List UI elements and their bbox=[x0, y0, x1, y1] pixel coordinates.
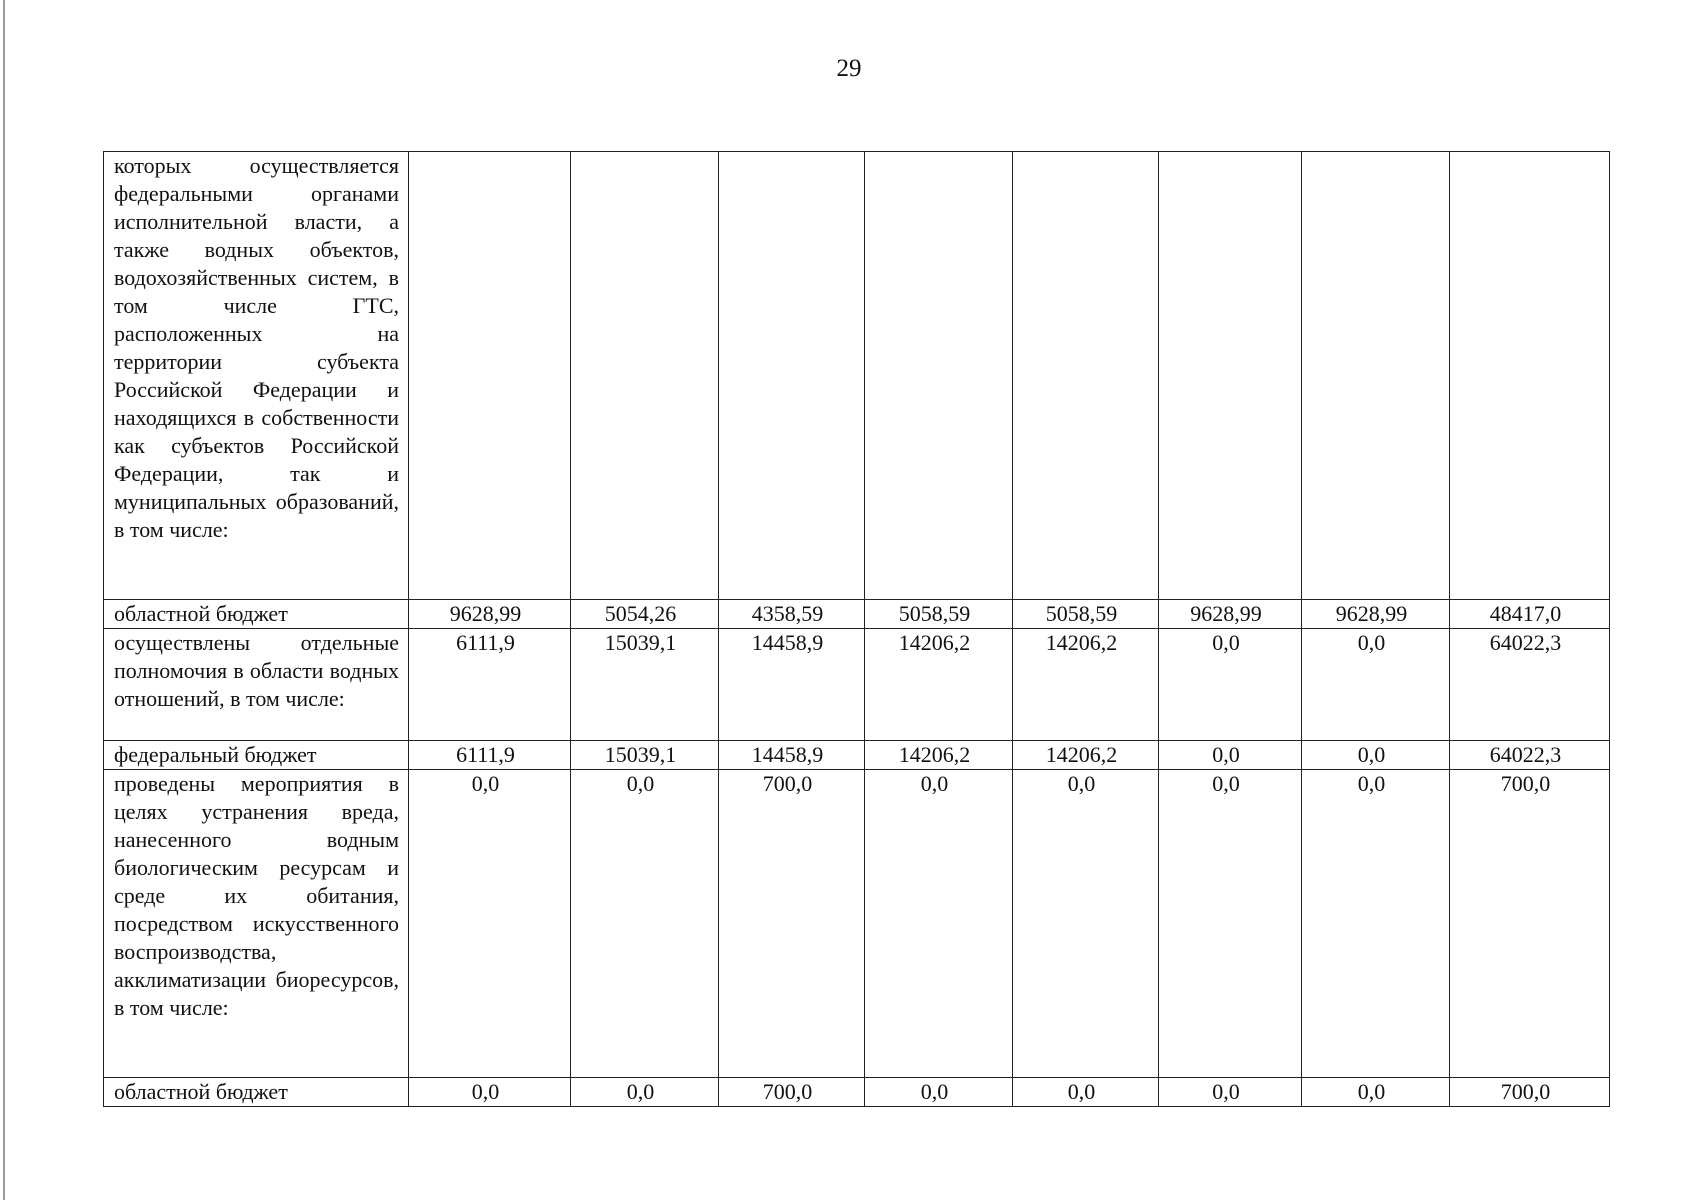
value-cell: 9628,99 bbox=[1159, 600, 1302, 629]
table-row bbox=[104, 600, 1610, 629]
value-cell: 5058,59 bbox=[865, 600, 1013, 629]
value-cell: 9628,99 bbox=[409, 600, 571, 629]
value-cell: 0,0 bbox=[865, 1078, 1013, 1107]
table-row bbox=[104, 1078, 1610, 1107]
value-cell: 0,0 bbox=[1302, 770, 1450, 1078]
value-cell: 0,0 bbox=[1159, 741, 1302, 770]
table-row bbox=[104, 152, 1610, 600]
value-cell bbox=[571, 152, 719, 600]
value-cell: 5054,26 bbox=[571, 600, 719, 629]
value-cell bbox=[719, 152, 865, 600]
row-description: осуществлены отдельные полномочия в области водных отношений, в том числе: bbox=[104, 629, 409, 741]
value-cell: 700,0 bbox=[719, 1078, 865, 1107]
value-cell: 14206,2 bbox=[865, 741, 1013, 770]
value-cell bbox=[1013, 152, 1159, 600]
value-cell: 0,0 bbox=[409, 770, 571, 1078]
value-cell: 0,0 bbox=[1302, 629, 1450, 741]
value-cell: 14206,2 bbox=[1013, 741, 1159, 770]
value-cell: 0,0 bbox=[1302, 741, 1450, 770]
value-cell: 0,0 bbox=[1159, 770, 1302, 1078]
value-cell bbox=[1159, 152, 1302, 600]
value-cell: 6111,9 bbox=[409, 741, 571, 770]
page-number: 29 bbox=[836, 55, 862, 82]
value-cell: 15039,1 bbox=[571, 741, 719, 770]
value-cell: 700,0 bbox=[1450, 1078, 1610, 1107]
value-cell: 5058,59 bbox=[1013, 600, 1159, 629]
value-cell: 0,0 bbox=[571, 1078, 719, 1107]
value-cell bbox=[1450, 152, 1610, 600]
value-cell: 6111,9 bbox=[409, 629, 571, 741]
value-cell: 14206,2 bbox=[1013, 629, 1159, 741]
value-cell: 14458,9 bbox=[719, 629, 865, 741]
value-cell: 0,0 bbox=[1013, 1078, 1159, 1107]
value-cell: 14206,2 bbox=[865, 629, 1013, 741]
value-cell bbox=[1302, 152, 1450, 600]
value-cell: 9628,99 bbox=[1302, 600, 1450, 629]
value-cell: 0,0 bbox=[865, 770, 1013, 1078]
page-edge bbox=[3, 0, 5, 1200]
value-cell: 15039,1 bbox=[571, 629, 719, 741]
row-description: областной бюджет bbox=[104, 1078, 409, 1107]
value-cell: 0,0 bbox=[1159, 629, 1302, 741]
value-cell: 700,0 bbox=[1450, 770, 1610, 1078]
row-description: которых осуществляется федеральными органами исполнительной власти, а также водных объектов, водохозяйственных систем, в том числе ГТС, расположенных на территории субъекта Российской Федерации и находящихся в собственности как субъектов Российской Федерации, так и муниципальных образований, в том числе: bbox=[104, 152, 409, 600]
row-description: областной бюджет bbox=[104, 600, 409, 629]
value-cell: 64022,3 bbox=[1450, 629, 1610, 741]
value-cell: 0,0 bbox=[1302, 1078, 1450, 1107]
value-cell: 0,0 bbox=[1159, 1078, 1302, 1107]
value-cell: 64022,3 bbox=[1450, 741, 1610, 770]
value-cell: 14458,9 bbox=[719, 741, 865, 770]
value-cell: 0,0 bbox=[1013, 770, 1159, 1078]
row-description: проведены мероприятия в целях устранения вреда, нанесенного водным биологическим ресурсам и среде их обитания, посредством искусственного воспроизводства, акклиматизации биоресурсов, в том числе: bbox=[104, 770, 409, 1078]
value-cell bbox=[865, 152, 1013, 600]
value-cell bbox=[409, 152, 571, 600]
value-cell: 0,0 bbox=[409, 1078, 571, 1107]
value-cell: 48417,0 bbox=[1450, 600, 1610, 629]
table-row bbox=[104, 629, 1610, 741]
budget-table bbox=[103, 151, 1610, 1107]
value-cell: 4358,59 bbox=[719, 600, 865, 629]
row-description: федеральный бюджет bbox=[104, 741, 409, 770]
value-cell: 0,0 bbox=[571, 770, 719, 1078]
table-row bbox=[104, 770, 1610, 1078]
table-row bbox=[104, 741, 1610, 770]
value-cell: 700,0 bbox=[719, 770, 865, 1078]
